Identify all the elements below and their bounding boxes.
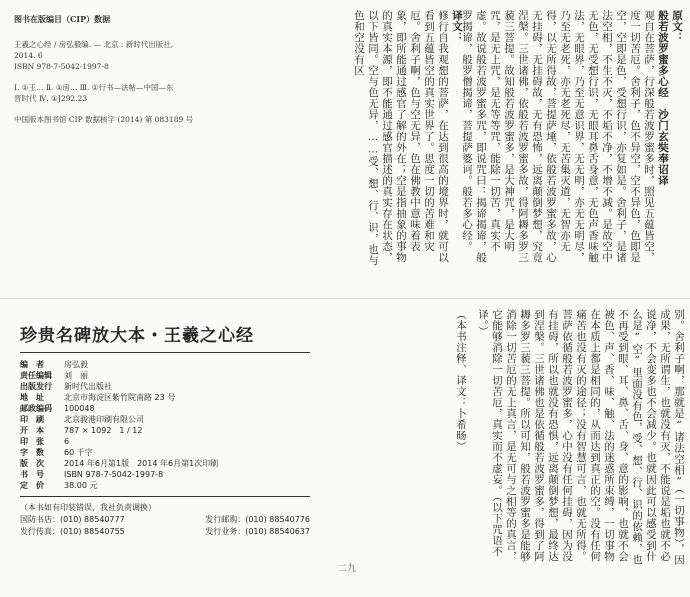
- copyright-row: [20, 480, 310, 491]
- copyright-row-value: 2014 年6月第1版 2014 年6月第1次印刷: [64, 459, 219, 468]
- translation-label: 译文：: [451, 10, 463, 43]
- copyright-row-label: 字 数: [20, 448, 44, 457]
- copyright-row-value: 房弘毅: [64, 360, 88, 369]
- copyright-row-label: 责任编辑: [20, 371, 52, 380]
- copyright-page: [20, 321, 310, 538]
- book-title: 珍贵名碑放大本・王羲之心经: [20, 326, 254, 346]
- translation-continuation-page: [406, 309, 686, 567]
- page-number: 二九: [338, 564, 357, 574]
- copyright-row: [20, 458, 310, 469]
- copyright-row-value: 38.00 元: [64, 481, 98, 490]
- copyright-row-label: 定 价: [20, 481, 44, 490]
- top-spread: [0, 0, 690, 298]
- copyright-row-value: 北京骏港印刷有限公司: [64, 415, 144, 424]
- copyright-row: [20, 403, 310, 414]
- copyright-row-value: 新时代出版社: [64, 382, 112, 391]
- copyright-row-label: 版 次: [20, 459, 44, 468]
- phone-business: 发行业务：(010) 88540637: [205, 527, 310, 536]
- copyright-row-label: 编 者: [20, 360, 44, 369]
- copyright-row-label: 印 张: [20, 437, 44, 446]
- copyright-row-label: 邮政编码: [20, 404, 52, 413]
- copyright-row-label: 书 号: [20, 470, 44, 479]
- copyright-row: [20, 359, 310, 370]
- copyright-row: [20, 436, 310, 447]
- sutra-title: 般若波罗蜜多心经 沙门玄奘奉诏译: [657, 10, 669, 186]
- cip-line: ISBN 978-7-5042-1997-8: [14, 62, 109, 71]
- copyright-row: [20, 370, 310, 381]
- original-text: 观自在菩萨，行深般若波罗蜜多时，照见五蕴皆空，度一切苦厄。舍利子，色不异空，空不异色，色即是空，空即是色，受想行识，亦复如是。舍利子，是诸法空相，不生不灭，不垢不净，不增不减。是故空中无色，无受想行识，无眼耳鼻舌身意，无色声香味触法，无眼界，乃至无意识界，无无明，亦无无明尽，乃至无老死，亦无老死尽，无苦集灭道，无智亦无得，以无所得故，菩提萨埵，依般若波罗蜜多故，心无挂碍，无挂碍故，无有恐怖，远离颠倒梦想，究竟涅槃。三世诸佛，依般若波罗蜜多故，得阿耨多罗三藐三菩提。故知般若波罗蜜多，是大神咒，是大明咒，是无上咒，是无等等咒，能除一切苦，真实不虚。故说般若波罗蜜多咒，即说咒曰：揭谛揭谛，般罗揭谛，般罗僧揭谛，菩提萨婆诃。般若多心经。: [461, 10, 655, 263]
- copyright-rows: [20, 359, 310, 491]
- copyright-row-value: 60 千字: [64, 448, 93, 457]
- copyright-row: [20, 469, 310, 480]
- copyright-row-label: 出版发行: [20, 382, 52, 391]
- cip-line: Ⅰ. ①王… Ⅱ. ①房… Ⅲ. ①行书—法帖—中国—东: [14, 83, 174, 92]
- copyright-row: [20, 414, 310, 425]
- phone-bookstore: 国防书店：(010) 88540777: [20, 515, 125, 524]
- copyright-row: [20, 425, 310, 436]
- copyright-row: [20, 447, 310, 458]
- translation-text: 修行自我观想的菩萨，在达到很高的境界时，就可以看到五蕴皆空的真实世界了。思度一切的苦难和灾厄。舍利子啊，色与空无异，色在佛教中意味着表象，即所能通过感官了解的外在；空是指抽象的事物的真实本源，即不能通过感官描述的真实存在状态，以下皆同。空与色无异，……受、想、行、识，也与色和空没有区: [353, 10, 449, 266]
- copyright-row-value: 787 × 1092 1 / 12: [64, 426, 143, 435]
- phone-fax: 发行传真：(010) 88540755: [20, 527, 125, 536]
- copyright-row-value: 6: [64, 437, 70, 446]
- copyright-row: [20, 381, 310, 392]
- copyright-row-label: 印 刷: [20, 415, 44, 424]
- cip-library-note: 中国版本图书馆 CIP 数据核字 (2014) 第 083189 号: [14, 115, 194, 124]
- copyright-row-value: 北京市海淀区紫竹院南路 23 号: [64, 393, 176, 402]
- cip-line: 王羲之心经 / 房弘毅编. — 北京 : 新时代出版社,: [14, 40, 174, 49]
- copyright-row-value: 刘 丽: [64, 371, 88, 380]
- copyright-row-label: 地 址: [20, 393, 44, 402]
- bottom-spread: [0, 299, 690, 597]
- cip-line: 晋时代 Ⅳ. ①J292.23: [14, 94, 88, 103]
- original-label: 原文：: [671, 10, 683, 43]
- copyright-row-label: 开 本: [20, 426, 44, 435]
- copyright-note: （本书如有印装错误，我社负责调换）: [20, 503, 156, 512]
- cip-header: 图书在版编目（CIP）数据: [14, 14, 111, 24]
- copyright-row: [20, 392, 310, 403]
- cip-line: 2014. 6: [14, 51, 43, 60]
- translation-page: [336, 10, 464, 268]
- phone-mail-order: 发行邮购：(010) 88540776: [205, 515, 310, 524]
- copyright-row-value: ISBN 978-7-5042-1997-8: [64, 470, 164, 479]
- copyright-row-value: 100048: [64, 404, 95, 413]
- continuation-text: 别。舍利子啊，那就是“诸法空相”（一切事物），因成果，无所谓生，也就没有灭，不能说是垢也就不必说净，不会变多也不会减少。也就因此可以感受到什么是“空”里面没有色，受、想、行、识的依赖，也不再受到眼、耳、鼻、舌、身、意的影响，也就不会被色、声、香、味、触、法的迷惑所束缚，一切事物在本质上都是相同的，从而达到真正的空。没有任何痛苦也没有灭的途径；没有智慧可言，也就无所得。菩萨依循般若波罗蜜多，心中没有任何挂碍，因为没有挂碍，所以也就没有恐惧，远离颠倒梦想，最终达到涅槃。三世诸佛也是依循般若波罗蜜多，得到了阿耨多罗三藐三菩提。所以可知，般若波罗蜜多是能够消除一切苦厄的无上真言，是无可与之相等的真言，它能够消除一切苦厄，真实而不虚妄。（以下咒语不译。）: [477, 309, 685, 566]
- translator-credit: （本书注释、译文：卜希旸）: [455, 309, 467, 452]
- cip-block: [14, 14, 344, 125]
